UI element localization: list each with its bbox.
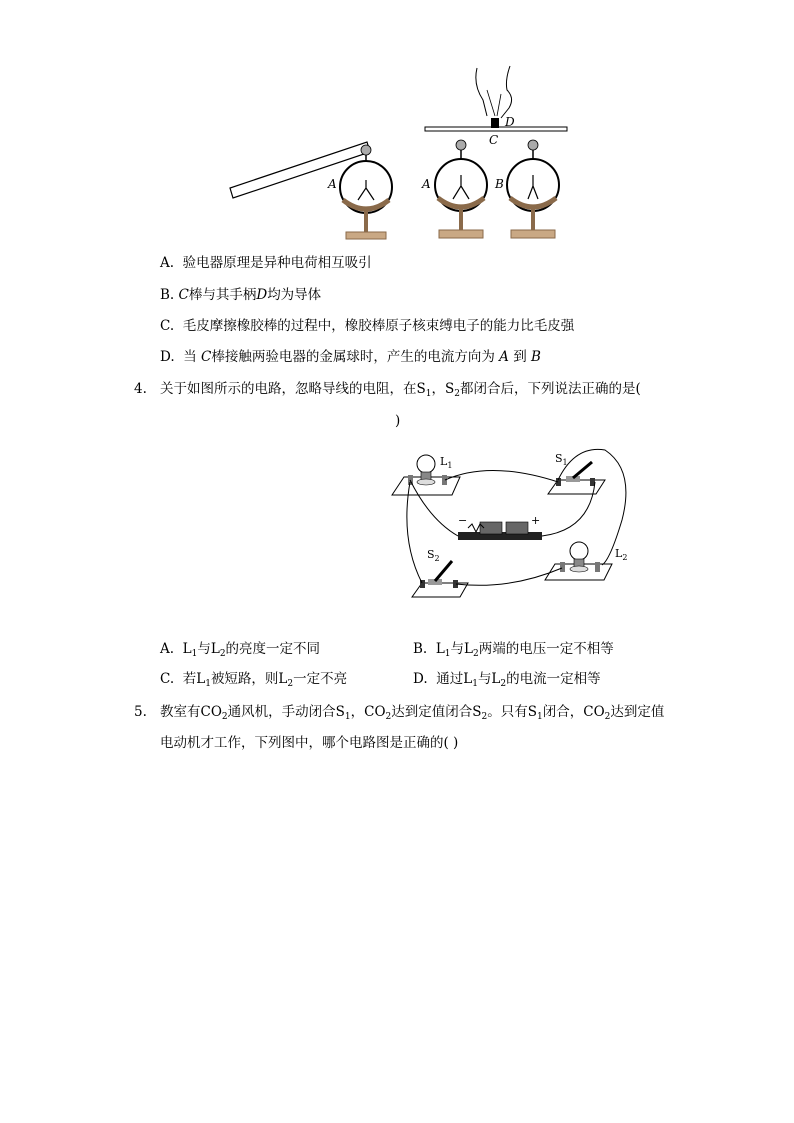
q3-option-d: D. 当 C棒接触两验电器的金属球时，产生的电流方向为 A 到 B	[160, 349, 541, 365]
battery	[458, 522, 542, 540]
label-minus: −	[458, 514, 468, 527]
label-l1: $L_1$	[440, 455, 453, 470]
electroscope-middle	[435, 140, 487, 238]
switch-s2	[428, 561, 452, 585]
lamp-l1	[417, 455, 435, 485]
q3-option-c: C. 毛皮摩擦橡胶棒的过程中，橡胶棒原子核束缚电子的能力比毛皮强	[160, 318, 575, 334]
label-a-left: A	[328, 177, 337, 191]
label-b: B	[495, 177, 504, 191]
label-plus: +	[531, 514, 541, 527]
electroscope-right	[507, 140, 559, 238]
q3-option-b: B. C棒与其手柄D均为导体	[160, 287, 322, 303]
label-l2: $L_2$	[615, 547, 628, 562]
label-s2: $S_2$	[427, 548, 440, 563]
lamp-l2	[570, 542, 588, 572]
label-d: D	[505, 115, 515, 129]
q5-stem-line2: 电动机才工作，下列图中，哪个电路图是正确的( )	[160, 735, 459, 751]
q4-stem-close: )	[395, 413, 401, 429]
q4-option-b: B. $L_1$与$L_2$两端的电压一定不相等	[413, 641, 614, 659]
q3-option-a: A. 验电器原理是异种电荷相互吸引	[160, 255, 372, 271]
q5-number: 5.	[134, 704, 147, 720]
label-s1: $S_1$	[555, 452, 568, 467]
q4-option-c: C. 若$L_1$被短路，则$L_2$一定不亮	[160, 671, 348, 689]
q4-option-a: A. $L_1$与$L_2$的亮度一定不同	[160, 641, 321, 659]
label-c: C	[489, 133, 499, 147]
q5-stem-line1: 教室有$CO_2$通风机，手动闭合$S_1$，$CO_2$达到定值闭合$S_2$。只有$S_1$闭合，$CO_2$达到定值	[160, 704, 665, 722]
q4-stem: 关于如图所示的电路，忽略导线的电阻，在$S_1$，$S_2$都闭合后，下列说法正确的是(	[160, 381, 641, 399]
q4-option-d: D. 通过$L_1$与$L_2$的电流一定相等	[413, 671, 601, 689]
circuit-figure	[390, 440, 635, 610]
electroscope-figure	[225, 60, 585, 245]
q4-number: 4.	[134, 381, 147, 397]
label-a-middle: A	[422, 177, 431, 191]
switch-s1	[566, 462, 592, 482]
